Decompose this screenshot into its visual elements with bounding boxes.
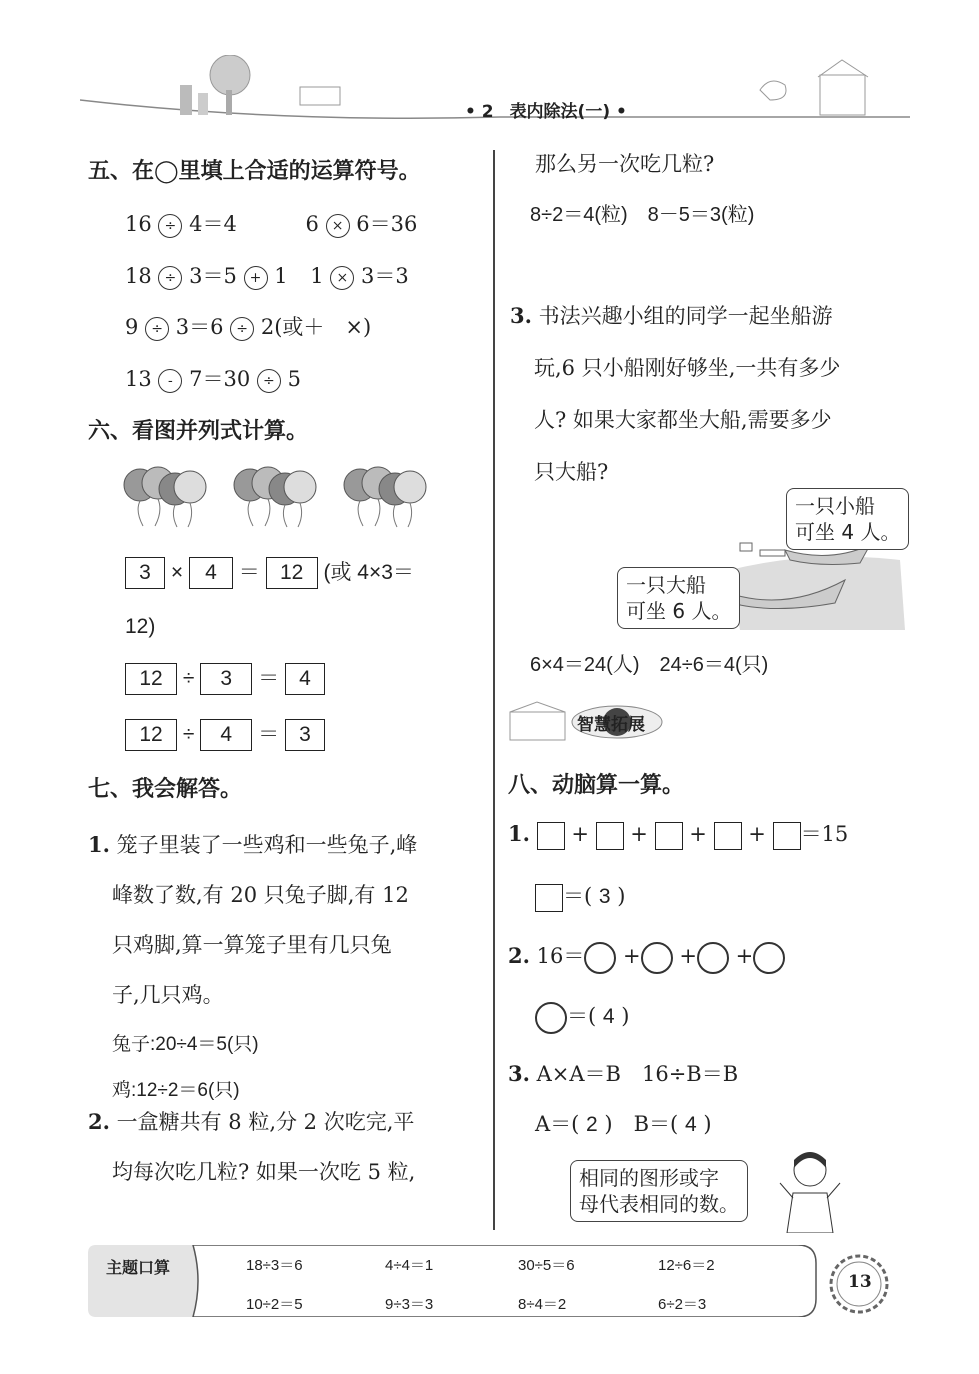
op-circle[interactable]: ÷ — [257, 369, 281, 393]
s7-q1: 1. 笼子里装了一些鸡和一些兔子,峰 峰数了数,有 20 只兔子脚,有 12 只鸡脚,算一算笼子里有几只兔 子,几只鸡。 兔子:20÷4＝5(只) 鸡:12÷2＝6(只) — [88, 820, 488, 1116]
square-blank[interactable] — [596, 822, 624, 850]
op-circle[interactable]: ÷ — [145, 317, 169, 341]
s7-q2-cont: 那么另一次吃几粒? — [535, 152, 715, 176]
answer-box[interactable]: 12 — [125, 719, 177, 751]
oral-item: 30÷5＝6 — [518, 1257, 575, 1274]
s6-equation-2: 12 ÷ 3 ＝ 4 — [125, 662, 325, 695]
square-blank[interactable] — [714, 822, 742, 850]
small-boat-bubble: 一只小船 可坐 4 人。 — [786, 488, 909, 550]
s7-q1-answer-1: 兔子:20÷4＝5(只) — [112, 1034, 259, 1055]
column-divider — [493, 150, 495, 1230]
circle-blank[interactable] — [753, 942, 785, 974]
op-circle[interactable]: ÷ — [158, 266, 182, 290]
big-boat-bubble: 一只大船 可坐 6 人。 — [617, 567, 740, 629]
oral-item: 9÷3＝3 — [385, 1296, 434, 1313]
op-circle[interactable]: ÷ — [158, 214, 182, 238]
oral-calc-label: 主题口算 — [106, 1258, 171, 1277]
oral-item: 6÷2＝3 — [658, 1296, 707, 1313]
s7-q3-answer: 6×4＝24(人) 24÷6＝4(只) — [530, 654, 769, 676]
chapter-title: 表内除法(一) — [509, 102, 611, 122]
wisdom-banner — [505, 700, 705, 745]
s8-q3-answer: A＝( 2 ) B＝( 4 ) — [535, 1112, 712, 1136]
s6-equation-1: 3 × 4 ＝ 12 (或 4×3＝ — [125, 556, 414, 589]
chapter-header: • 2 表内除法(一) • — [465, 102, 627, 122]
s5-row-3: 9 ÷ 3＝6 ÷ 2(或＋ ×) — [125, 315, 372, 339]
circle-blank — [535, 1002, 567, 1034]
s8-q2-answer: ＝( 4 ) — [535, 1000, 629, 1034]
oral-item: 10÷2＝5 — [246, 1296, 303, 1313]
s6-equation-1-cont: 12) — [125, 615, 156, 638]
section-5-title: 五、在◯里填上合适的运算符号。 — [88, 159, 421, 184]
oral-item: 4÷4＝1 — [385, 1257, 434, 1274]
section-8-title: 八、动脑算一算。 — [508, 773, 685, 798]
answer-box[interactable]: 3 — [200, 663, 252, 695]
s8-q3: 3. A×A＝B 16÷B＝B — [508, 1061, 739, 1086]
balloons-illustration — [120, 463, 440, 533]
s7-q3: 3. 书法兴趣小组的同学一起坐船游 玩,6 只小船刚好够坐,一共有多少 人? 如果大家都坐大船,需要多少 只大船? — [510, 303, 841, 484]
op-circle[interactable]: ÷ — [230, 317, 254, 341]
op-circle[interactable]: + — [244, 266, 268, 290]
circle-blank[interactable] — [641, 942, 673, 974]
answer-box[interactable]: 12 — [266, 557, 318, 589]
square-blank[interactable] — [773, 822, 801, 850]
oral-item: 8÷4＝2 — [518, 1296, 567, 1313]
girl-illustration — [775, 1148, 845, 1233]
s8-q1-answer: ＝( 3 ) — [535, 880, 625, 912]
page-number: 13 — [848, 1272, 872, 1292]
op-circle[interactable]: × — [330, 266, 354, 290]
circle-blank[interactable] — [697, 942, 729, 974]
square-blank[interactable] — [537, 822, 565, 850]
s5-row-1: 16 ÷ 4＝4 6 × 6＝36 — [125, 212, 418, 236]
square-blank[interactable] — [655, 822, 683, 850]
hint-bubble: 相同的图形或字 母代表相同的数。 — [570, 1160, 748, 1222]
s8-q2: 2. 16＝ + + + — [508, 940, 785, 974]
op-circle[interactable]: × — [326, 214, 350, 238]
s6-equation-3: 12 ÷ 4 ＝ 3 — [125, 718, 325, 751]
chapter-number: 2 — [481, 102, 494, 122]
answer-box[interactable]: 3 — [285, 719, 325, 751]
circle-blank[interactable] — [584, 942, 616, 974]
answer-box[interactable]: 4 — [200, 719, 252, 751]
section-6-title: 六、看图并列式计算。 — [88, 419, 309, 444]
answer-box[interactable]: 12 — [125, 663, 177, 695]
square-blank — [535, 884, 563, 912]
answer-box[interactable]: 3 — [125, 557, 165, 589]
oral-item: 18÷3＝6 — [246, 1257, 303, 1274]
s5-row-4: 13 - 7＝30 ÷ 5 — [125, 367, 301, 391]
s7-q2: 2. 一盒糖共有 8 粒,分 2 次吃完,平 均每次吃几粒? 如果一次吃 5 粒, — [88, 1109, 416, 1184]
s8-q1: 1. + + + + ＝15 — [508, 818, 848, 850]
wisdom-label: 智慧拓展 — [577, 715, 645, 735]
page-number-badge — [828, 1253, 890, 1315]
oral-item: 12÷6＝2 — [658, 1257, 715, 1274]
answer-box[interactable]: 4 — [189, 557, 233, 589]
section-7-title: 七、我会解答。 — [88, 777, 243, 802]
s7-q2-answer: 8÷2＝4(粒) 8－5＝3(粒) — [530, 204, 755, 226]
answer-box[interactable]: 4 — [285, 663, 325, 695]
op-circle[interactable]: - — [158, 369, 182, 393]
s5-row-2: 18 ÷ 3＝5 + 1 1 × 3＝3 — [125, 264, 409, 288]
s7-q1-answer-2: 鸡:12÷2＝6(只) — [112, 1080, 240, 1101]
